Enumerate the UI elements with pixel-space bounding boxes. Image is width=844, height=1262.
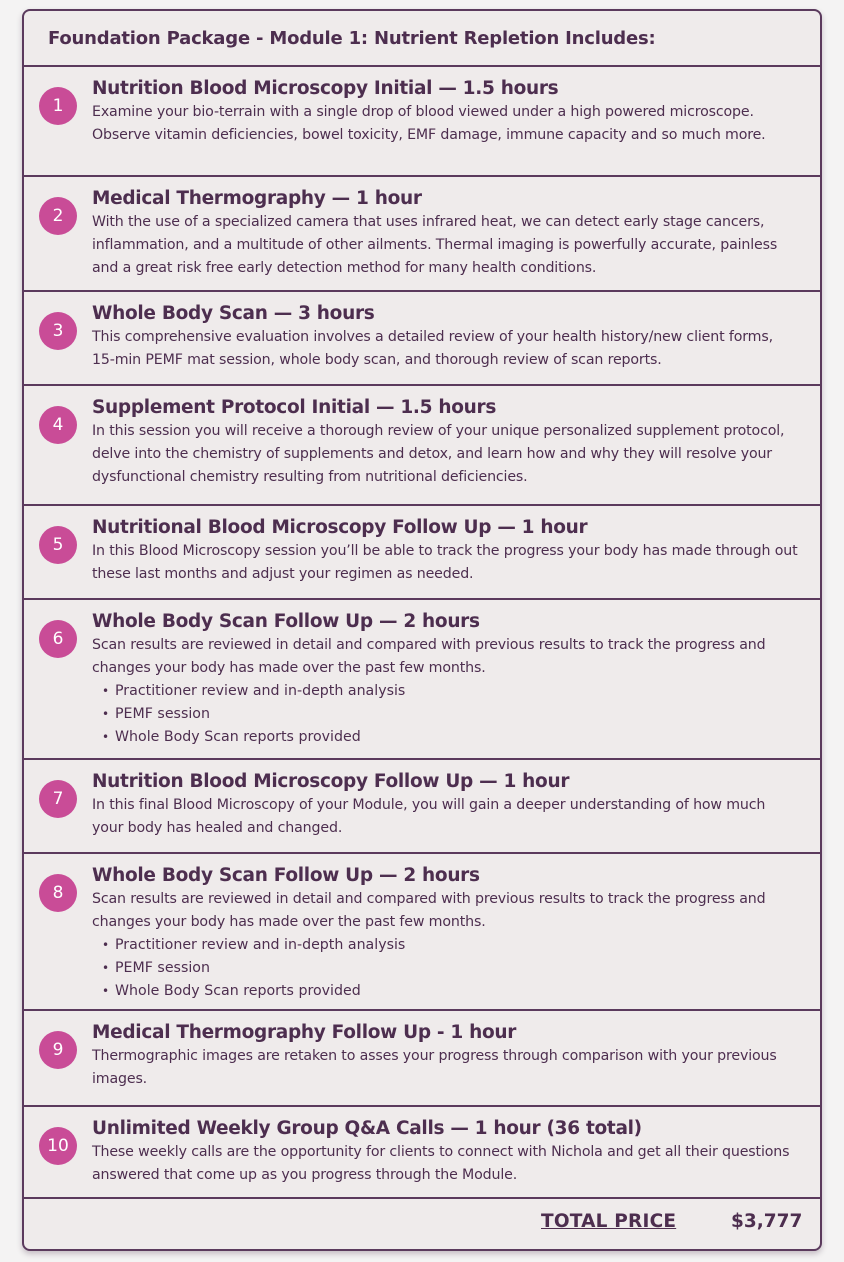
list-item	[24, 854, 820, 1011]
item-description: Examine your bio-terrain with a single drop of blood viewed under a high powered microscope. Observe vitamin deficiencies, bowel toxicity, EMF damage, immune capacity and so much more.	[92, 104, 766, 143]
feature-bullet: • PEMF session	[102, 703, 800, 726]
list-item	[24, 67, 820, 177]
item-description: With the use of a specialized camera that uses infrared heat, we can detect early stage cancers, inflammation, and a multitude of other ailments. Thermal imaging is powerfully accurate, painless and a great risk free early detection method for many health conditions.	[92, 214, 778, 276]
total-price-label: TOTAL PRICE	[541, 1211, 677, 1232]
item-title: Medical Thermography Follow Up - 1 hour	[92, 1022, 517, 1043]
item-description: This comprehensive evaluation involves a detailed review of your health history/new client forms, 15-min PEMF mat session, whole body scan, and thorough review of scan reports.	[92, 329, 773, 368]
total-price-value: $3,777	[731, 1211, 803, 1232]
feature-bullet: • PEMF session	[102, 957, 800, 980]
list-item	[24, 177, 820, 292]
feature-list	[92, 934, 800, 1003]
item-title: Nutritional Blood Microscopy Follow Up — 1 hour	[92, 517, 588, 538]
feature-bullet: • Practitioner review and in-depth analysis	[102, 680, 800, 703]
item-description: In this Blood Microscopy session you’ll be able to track the progress your body has made through out these last months and adjust your regimen as needed.	[92, 543, 798, 582]
item-title: Whole Body Scan Follow Up — 2 hours	[92, 865, 480, 886]
list-item	[24, 600, 820, 760]
list-item	[24, 1011, 820, 1107]
step-number-badge: 7	[39, 780, 77, 818]
list-item	[24, 1107, 820, 1199]
item-description: These weekly calls are the opportunity for clients to connect with Nichola and get all their questions answered that come up as you progress through the Module.	[92, 1144, 790, 1183]
step-number-badge: 1	[39, 87, 77, 125]
list-item	[24, 760, 820, 854]
step-number-badge: 5	[39, 526, 77, 564]
feature-bullet: • Whole Body Scan reports provided	[102, 980, 800, 1003]
item-title: Medical Thermography — 1 hour	[92, 188, 422, 209]
list-item	[24, 292, 820, 386]
list-item	[24, 506, 820, 600]
item-description: In this session you will receive a thorough review of your unique personalized supplement protocol, delve into the chemistry of supplements and detox, and learn how and why they will resolve your dysfunctional chemistry resulting from nutritional deficiencies.	[92, 423, 785, 485]
item-title: Whole Body Scan Follow Up — 2 hours	[92, 611, 480, 632]
feature-bullet: • Practitioner review and in-depth analysis	[102, 934, 800, 957]
item-title: Nutrition Blood Microscopy Follow Up — 1 hour	[92, 771, 570, 792]
item-title: Unlimited Weekly Group Q&A Calls — 1 hour (36 total)	[92, 1118, 642, 1139]
item-title: Whole Body Scan — 3 hours	[92, 303, 375, 324]
item-title: Supplement Protocol Initial — 1.5 hours	[92, 397, 497, 418]
step-number-badge: 6	[39, 620, 77, 658]
package-card	[22, 9, 822, 1251]
item-description: Scan results are reviewed in detail and compared with previous results to track the progress and changes your body has made over the past few months.	[92, 637, 766, 676]
feature-bullet: • Whole Body Scan reports provided	[102, 726, 800, 749]
item-title: Nutrition Blood Microscopy Initial — 1.5 hours	[92, 78, 559, 99]
feature-list	[92, 680, 800, 749]
step-number-badge: 2	[39, 197, 77, 235]
step-number-badge: 3	[39, 312, 77, 350]
item-description: In this final Blood Microscopy of your Module, you will gain a deeper understanding of how much your body has healed and changed.	[92, 797, 766, 836]
price-footer	[24, 1199, 820, 1249]
package-title: Foundation Package - Module 1: Nutrient Repletion Includes:	[24, 11, 820, 67]
step-number-badge: 4	[39, 406, 77, 444]
step-number-badge: 8	[39, 874, 77, 912]
item-description: Scan results are reviewed in detail and compared with previous results to track the progress and changes your body has made over the past few months.	[92, 891, 766, 930]
step-number-badge: 9	[39, 1031, 77, 1069]
item-description: Thermographic images are retaken to asses your progress through comparison with your previous images.	[92, 1048, 777, 1087]
step-number-badge: 10	[39, 1127, 77, 1165]
list-item	[24, 386, 820, 506]
